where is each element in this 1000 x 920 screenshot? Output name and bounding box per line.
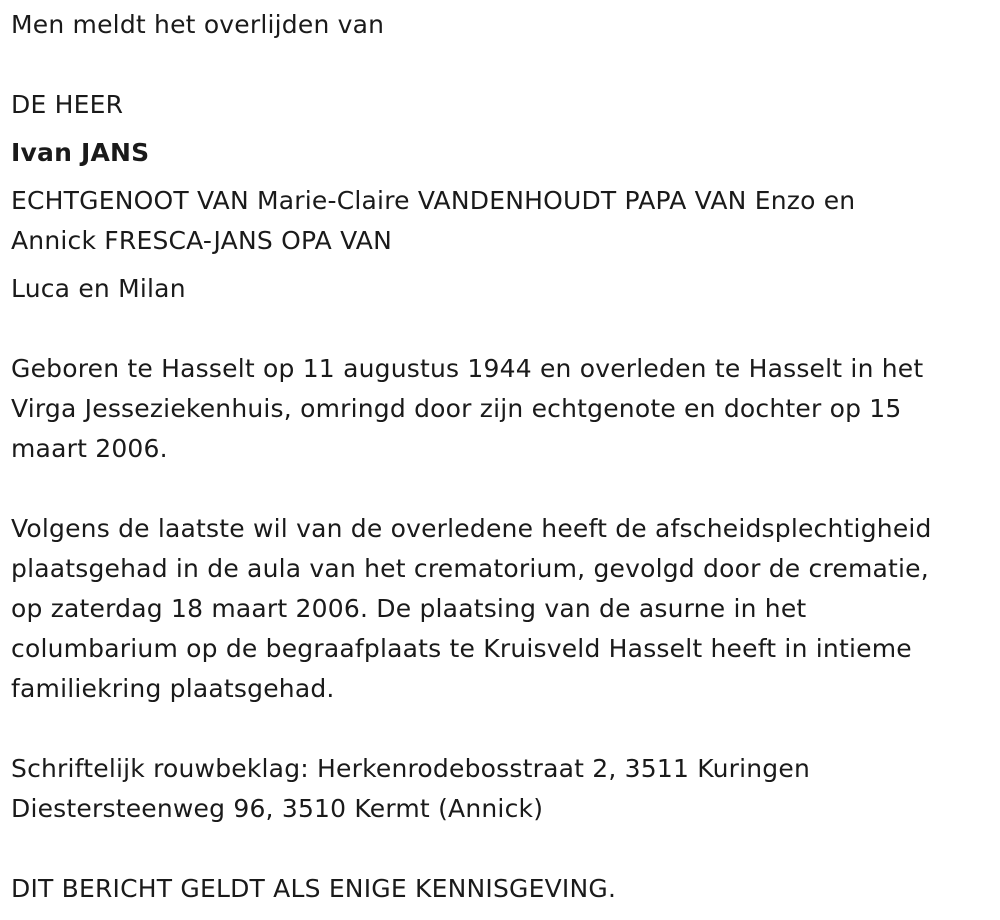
relations-line-2: Annick FRESCA-JANS OPA VAN bbox=[11, 226, 393, 255]
spacer bbox=[11, 45, 986, 85]
spacer bbox=[11, 261, 986, 269]
deceased-name: Ivan JANS bbox=[11, 138, 150, 167]
relations-line-1: ECHTGENOOT VAN Marie-Claire VANDENHOUDT PAPA VAN Enzo en bbox=[11, 186, 856, 215]
ceremony-line-3: op zaterdag 18 maart 2006. De plaatsing van de asurne in het bbox=[11, 594, 807, 623]
birth-death-line-3: maart 2006. bbox=[11, 434, 168, 463]
closing-notice: DIT BERICHT GELDT ALS ENIGE KENNISGEVING. bbox=[11, 874, 617, 903]
condolences-paragraph bbox=[11, 749, 986, 829]
condolences-line-2: Diestersteenweg 96, 3510 Kermt (Annick) bbox=[11, 794, 544, 823]
spacer bbox=[11, 469, 986, 509]
spacer bbox=[11, 829, 986, 869]
birth-death-line-2: Virga Jesseziekenhuis, omringd door zijn echtgenote en dochter op 15 bbox=[11, 394, 902, 423]
spacer bbox=[11, 125, 986, 133]
intro-text: Men meldt het overlijden van bbox=[11, 10, 385, 39]
grandchildren: Luca en Milan bbox=[11, 274, 186, 303]
birth-death-line-1: Geboren te Hasselt op 11 augustus 1944 en overleden te Hasselt in het bbox=[11, 354, 924, 383]
ceremony-line-4: columbarium op de begraafplaats te Kruisveld Hasselt heeft in intieme bbox=[11, 634, 912, 663]
ceremony-line-5: familiekring plaatsgehad. bbox=[11, 674, 335, 703]
ceremony-line-2: plaatsgehad in de aula van het crematorium, gevolgd door de crematie, bbox=[11, 554, 929, 583]
spacer bbox=[11, 309, 986, 349]
honorific: DE HEER bbox=[11, 90, 124, 119]
birth-death-paragraph bbox=[11, 349, 986, 469]
condolences-line-1: Schriftelijk rouwbeklag: Herkenrodebosstraat 2, 3511 Kuringen bbox=[11, 754, 810, 783]
ceremony-paragraph bbox=[11, 509, 986, 709]
ceremony-line-1: Volgens de laatste wil van de overledene heeft de afscheidsplechtigheid bbox=[11, 514, 932, 543]
spacer bbox=[11, 709, 986, 749]
spacer bbox=[11, 173, 986, 181]
